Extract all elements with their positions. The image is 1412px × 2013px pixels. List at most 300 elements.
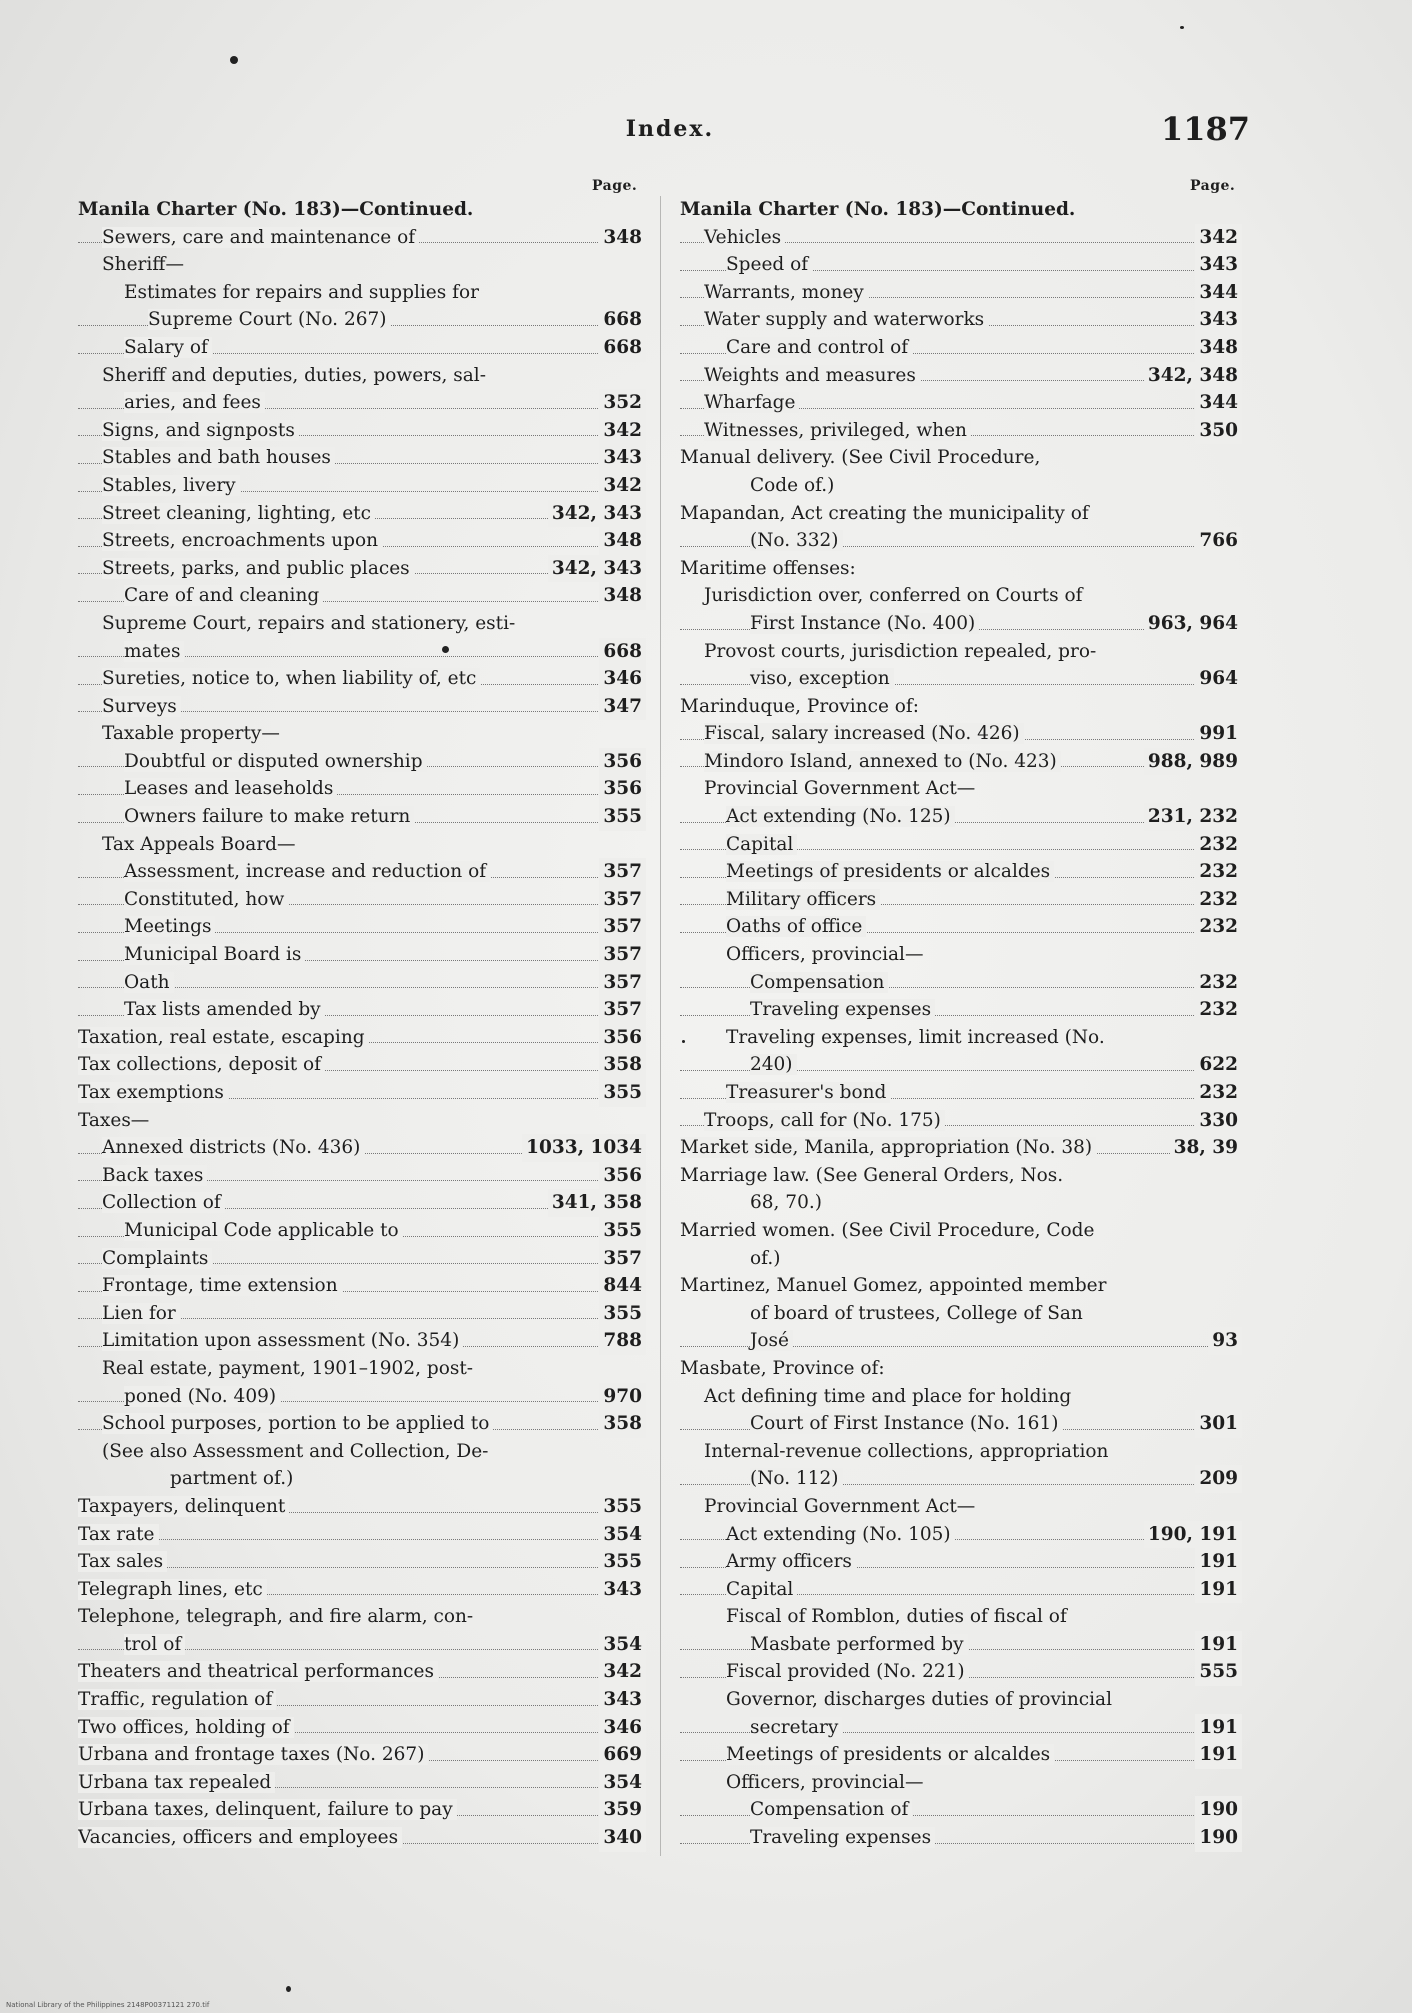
index-entry [680,831,1242,859]
index-entry-text: Masbate, Province of: [680,1357,885,1379]
index-entry-text: Traveling expenses [750,999,935,1020]
index-entry [680,1272,1242,1300]
index-entry-text: Oaths of office [726,916,866,937]
index-entry [78,1410,646,1438]
index-entry-page: 232 [1195,831,1242,859]
index-entry [78,858,646,886]
index-entry-text: Limitation upon assessment (No. 354) [102,1330,463,1351]
index-entry-page: 358 [599,1051,646,1079]
index-entry-text: Manual delivery. (See Civil Procedure, [680,447,1041,469]
index-entry-text: Fiscal of Romblon, duties of fiscal of [726,1606,1067,1628]
index-entry [680,1383,1242,1411]
index-entry-text: aries, and fees [124,392,265,413]
index-entry [78,500,646,528]
index-entry-text: Fiscal, salary increased (No. 426) [704,723,1024,744]
index-entry-page: 232 [1195,1079,1242,1107]
index-entry-text: Court of First Instance (No. 161) [750,1413,1062,1434]
index-entry-page: 357 [599,913,646,941]
index-entry-page: 343 [1195,306,1242,334]
index-entry-text: Care of and cleaning [124,585,323,606]
index-entry [680,1769,1242,1797]
index-entry [680,1493,1242,1521]
index-entry-text: Taxation, real estate, escaping [78,1027,369,1048]
index-entry [680,1576,1242,1604]
index-entry [78,472,646,500]
index-entry-page: 668 [599,306,646,334]
index-entry-text: (No. 112) [750,1468,843,1489]
index-entry-page: 788 [599,1327,646,1355]
index-entry-text: Traveling expenses [750,1827,935,1848]
index-entry-page: 232 [1195,996,1242,1024]
index-entry-page: 354 [599,1631,646,1659]
index-entry-page: 232 [1195,913,1242,941]
index-entry-page: 963, 964 [1144,610,1242,638]
index-entry-page: 343 [1195,251,1242,279]
index-entry [78,1465,646,1493]
index-entry [680,1245,1242,1273]
index-entry-text: Assessment, increase and reduction of [124,861,490,882]
index-entry-text: Traveling expenses, limit increased (No. [726,1026,1105,1048]
index-entry-text: Care and control of [726,337,912,358]
index-entry-text: Army officers [726,1551,856,1572]
index-entry [78,720,646,748]
index-entry-text: Supreme Court (No. 267) [148,309,390,330]
index-entry [78,389,646,417]
index-entry [680,720,1242,748]
index-entry-text: Military officers [726,889,880,910]
index-entry-text: School purposes, portion to be applied to [102,1413,493,1434]
index-entry [78,610,646,638]
index-entry-text: Mindoro Island, annexed to (No. 423) [704,751,1061,772]
index-entry-page: 355 [599,1300,646,1328]
index-entry-text: Surveys [102,696,181,717]
index-entry-page: 357 [599,969,646,997]
index-entry-text: Sheriff and deputies, duties, powers, sal- [102,364,486,386]
index-entry [78,1355,646,1383]
index-entry-text: Municipal Board is [124,944,305,965]
index-entry [680,1410,1242,1438]
index-entry [680,389,1242,417]
index-entry [680,1217,1242,1245]
index-entry-text: Stables, livery [102,475,240,496]
index-entry [680,1465,1242,1493]
index-entry [680,1631,1242,1659]
index-entry-text: (No. 332) [750,530,843,551]
index-entry-text: viso, exception [750,668,894,689]
index-entry [680,362,1242,390]
index-entry [680,1714,1242,1742]
index-entry [680,886,1242,914]
index-entry-text: Capital [726,1579,797,1600]
index-entry-text: Provincial Government Act— [704,778,976,800]
index-entry [78,775,646,803]
index-entry-text: Marinduque, Province of: [680,695,919,717]
index-entry-page: 766 [1195,527,1242,555]
index-entry-text: Telegraph lines, etc [78,1579,267,1600]
index-entry [78,555,646,583]
index-entry-text: Meetings [124,916,215,937]
index-entry [680,1300,1242,1328]
index-entry [78,1576,646,1604]
index-entry-text: 240) [750,1054,797,1075]
index-entry [680,555,1242,583]
index-entry [680,1521,1242,1549]
index-entry [78,1107,646,1135]
index-entry-page: 355 [599,803,646,831]
index-entry-text: Signs, and signposts [102,420,299,441]
ink-speck [230,56,238,64]
index-entry [680,775,1242,803]
index-entry [680,196,1242,224]
index-entry [78,748,646,776]
index-entry [680,858,1242,886]
index-entry-text: Meetings of presidents or alcaldes [726,861,1054,882]
index-entry [78,969,646,997]
index-entry-page: 357 [599,886,646,914]
index-entry [680,251,1242,279]
index-entry [680,610,1242,638]
index-entry-page: 342 [599,1658,646,1686]
index-entry-page: 191 [1195,1576,1242,1604]
index-entry [680,279,1242,307]
index-entry-text: Owners failure to make return [124,806,414,827]
index-entry [680,1741,1242,1769]
index-entry-text: Provincial Government Act— [704,1495,976,1517]
index-entry-text: Back taxes [102,1165,207,1186]
page-column-label-right: Page. [1190,178,1236,194]
index-entry [78,886,646,914]
index-entry-page: 356 [599,775,646,803]
index-entry-page: 988, 989 [1144,748,1242,776]
index-entry-text: Water supply and waterworks [704,309,988,330]
index-entry-page: 342, 343 [548,500,646,528]
index-entry [680,638,1242,666]
index-entry-text: Provost courts, jurisdiction repealed, pro- [704,640,1097,662]
index-entry [680,803,1242,831]
index-entry-page: 1033, 1034 [522,1134,646,1162]
index-entry [680,1051,1242,1079]
index-entry-text: Collection of [102,1192,225,1213]
index-entry-text: Compensation of [750,1799,912,1820]
index-entry-text: Traffic, regulation of [78,1689,276,1710]
index-entry-page: 93 [1208,1327,1242,1355]
index-entry [78,1217,646,1245]
index-entry-text: Martinez, Manuel Gomez, appointed member [680,1275,1107,1297]
index-entry [78,1741,646,1769]
index-entry-text: Telephone, telegraph, and fire alarm, con- [78,1606,474,1628]
index-entry-page: 356 [599,1024,646,1052]
index-entry-text: Doubtful or disputed ownership [124,751,427,772]
index-entry-page: 191 [1195,1714,1242,1742]
index-entry-page: 350 [1195,417,1242,445]
index-entry [680,472,1242,500]
index-entry [78,913,646,941]
index-entry-text: Taxpayers, delinquent [78,1496,289,1517]
index-entry-text: Witnesses, privileged, when [704,420,971,441]
index-column-left [78,196,646,1852]
ink-speck [1180,26,1184,29]
index-entry [680,1189,1242,1217]
index-entry-text: Urbana tax repealed [78,1772,275,1793]
index-entry-page: 356 [599,1162,646,1190]
index-entry-text: Supreme Court, repairs and stationery, esti- [102,612,516,634]
index-entry-text: Tax exemptions [78,1082,228,1103]
index-entry [680,1327,1242,1355]
index-entry-page: 232 [1195,858,1242,886]
index-entry-page: 232 [1195,969,1242,997]
index-entry [78,279,646,307]
index-entry-text: Warrants, money [704,282,868,303]
index-entry-text: Street cleaning, lighting, etc [102,503,375,524]
index-entry-page: 348 [599,527,646,555]
index-entry [78,334,646,362]
index-entry-page: 354 [599,1769,646,1797]
index-entry-page: 190 [1195,1824,1242,1852]
index-entry-text: partment of.) [170,1468,294,1490]
index-entry-page: 342, 343 [548,555,646,583]
index-entry-page: 348 [1195,334,1242,362]
index-entry-text: Complaints [102,1248,212,1269]
index-entry [78,1521,646,1549]
index-entry-text: (See also Assessment and Collection, De- [102,1440,489,1462]
index-entry [78,1548,646,1576]
index-entry-page: 668 [599,638,646,666]
index-entry-page: 346 [599,665,646,693]
index-entry-text: 68, 70.) [750,1192,822,1214]
index-entry-text: Compensation [750,972,888,993]
index-entry-text: Tax rate [78,1524,159,1545]
index-entry-text: Stables and bath houses [102,447,335,468]
index-entry-page: 190 [1195,1796,1242,1824]
index-entry-text: Two offices, holding of [78,1717,294,1738]
index-entry-page: 991 [1195,720,1242,748]
index-entry-page: 555 [1195,1658,1242,1686]
index-entry-page: 668 [599,334,646,362]
index-entry-text: Code of.) [750,474,835,496]
index-entry [78,444,646,472]
index-entry [78,527,646,555]
index-entry-page: 358 [599,1410,646,1438]
index-entry-text: Manila Charter (No. 183)—Continued. [78,199,474,220]
index-entry-page: 342 [599,417,646,445]
index-entry-page: 357 [599,996,646,1024]
index-entry [680,1603,1242,1631]
index-entry [78,1631,646,1659]
index-entry-text: Oath [124,972,174,993]
index-entry [78,1493,646,1521]
index-entry [78,1245,646,1273]
index-entry [680,334,1242,362]
index-entry [78,1796,646,1824]
index-entry-page: 342 [599,472,646,500]
index-entry-text: Internal-revenue collections, appropriation [704,1440,1109,1462]
index-entry [78,417,646,445]
index-entry-text: Lien for [102,1303,180,1324]
index-entry-text: Manila Charter (No. 183)—Continued. [680,199,1076,220]
index-entry-text: Streets, parks, and public places [102,558,414,579]
index-entry [680,693,1242,721]
index-entry-page: 359 [599,1796,646,1824]
index-entry-page: 355 [599,1079,646,1107]
index-entry [78,1603,646,1631]
index-entry-text: Act extending (No. 105) [726,1524,955,1545]
index-entry [78,1714,646,1742]
index-entry-text: Tax sales [78,1551,167,1572]
index-entry [680,417,1242,445]
index-entry [78,196,646,224]
index-entry-text: Urbana taxes, delinquent, failure to pay [78,1799,457,1820]
index-entry-page: 357 [599,941,646,969]
index-entry [78,1024,646,1052]
index-entry [680,444,1242,472]
index-entry [78,665,646,693]
index-entry [78,996,646,1024]
index-entry [680,500,1242,528]
index-entry [78,1079,646,1107]
index-entry-text: Streets, encroachments upon [102,530,382,551]
index-entry-text: Jurisdiction over, conferred on Courts of [704,585,1083,607]
index-entry [78,224,646,252]
index-entry-page: 964 [1195,665,1242,693]
index-entry [680,1355,1242,1383]
index-entry-page: 209 [1195,1465,1242,1493]
ink-speck [286,1986,291,1992]
index-entry-text: Maritime offenses: [680,557,856,579]
index-entry-page: 232 [1195,886,1242,914]
index-entry-page: 356 [599,748,646,776]
index-entry-page: 355 [599,1493,646,1521]
index-entry-page: 357 [599,858,646,886]
index-entry-text: Sureties, notice to, when liability of, etc [102,668,480,689]
index-entry [78,251,646,279]
index-entry [680,996,1242,1024]
index-entry [78,941,646,969]
index-entry-text: Troops, call for (No. 175) [704,1110,945,1131]
index-entry-page: 231, 232 [1144,803,1242,831]
index-entry [78,1824,646,1852]
index-entry [78,1769,646,1797]
index-entry [680,1079,1242,1107]
index-entry [680,1107,1242,1135]
index-entry [680,665,1242,693]
index-entry-page: 622 [1195,1051,1242,1079]
index-entry [680,527,1242,555]
index-entry-page: 301 [1195,1410,1242,1438]
index-entry-text: secretary [750,1717,842,1738]
index-entry-text: Salary of [124,337,212,358]
index-entry-text: Vehicles [704,227,785,248]
index-entry [680,1658,1242,1686]
index-entry-text: Marriage law. (See General Orders, Nos. [680,1164,1064,1186]
index-entry-page: 191 [1195,1631,1242,1659]
index-entry-page: 341, 358 [548,1189,646,1217]
index-entry-page: 355 [599,1217,646,1245]
index-entry-text: Officers, provincial— [726,1771,924,1793]
index-entry-page: 340 [599,1824,646,1852]
index-entry [78,1300,646,1328]
index-entry [78,1383,646,1411]
index-entry [78,1162,646,1190]
index-entry-text: Estimates for repairs and supplies for [124,281,479,303]
index-entry-text: Treasurer's bond [726,1082,890,1103]
index-entry-page: 342, 348 [1144,362,1242,390]
index-entry [680,1162,1242,1190]
page-title: Index. [625,116,715,142]
index-entry-page: 38, 39 [1170,1134,1242,1162]
index-entry-text: Frontage, time extension [102,1275,342,1296]
index-entry-text: Tax collections, deposit of [78,1054,325,1075]
index-entry-text: Market side, Manila, appropriation (No. 38) [680,1137,1096,1158]
index-entry-text: Fiscal provided (No. 221) [726,1661,969,1682]
index-entry-page: 352 [599,389,646,417]
index-entry-text: Vacancies, officers and employees [78,1827,402,1848]
index-entry-page: 348 [599,582,646,610]
index-entry-page: 355 [599,1548,646,1576]
index-entry-page: 190, 191 [1144,1521,1242,1549]
index-entry-page: 343 [599,1686,646,1714]
dot-leader [78,1539,646,1540]
index-entry [78,582,646,610]
index-entry [680,748,1242,776]
index-entry-text: Capital [726,834,797,855]
index-entry [680,1024,1242,1052]
index-entry-text: Municipal Code applicable to [124,1220,403,1241]
index-entry-page: 344 [1195,389,1242,417]
index-entry [78,1438,646,1466]
index-entry-text: Theaters and theatrical performances [78,1661,438,1682]
index-entry [78,1658,646,1686]
index-entry-text: José [750,1330,793,1351]
archive-footer: National Library of the Philippines 2148P00371121 270.tif [6,2001,210,2009]
index-entry-text: Tax lists amended by [124,999,325,1020]
index-entry-page: 354 [599,1521,646,1549]
index-entry [78,362,646,390]
index-entry-text: Governor, discharges duties of provincial [726,1689,1112,1711]
index-entry-text: Leases and leaseholds [124,778,337,799]
index-entry-text: Married women. (See Civil Procedure, Code [680,1219,1095,1241]
index-entry-text: Speed of [726,254,812,275]
index-entry-page: 970 [599,1383,646,1411]
index-entry-text: Tax Appeals Board— [102,833,296,855]
index-entry [78,803,646,831]
index-entry [78,638,646,666]
index-entry [78,693,646,721]
index-entry-text: Weights and measures [704,365,920,386]
index-entry [78,1134,646,1162]
index-entry-text: Officers, provincial— [726,944,924,966]
index-entry [78,831,646,859]
index-entry-text: of.) [750,1247,781,1269]
index-entry-page: 357 [599,1245,646,1273]
index-entry [78,1272,646,1300]
index-entry [78,1189,646,1217]
index-entry-text: poned (No. 409) [124,1386,280,1407]
index-entry-text: Sewers, care and maintenance of [102,227,419,248]
index-entry-page: 669 [599,1741,646,1769]
index-entry [680,1824,1242,1852]
index-entry [78,1051,646,1079]
index-entry-page: 342 [1195,224,1242,252]
index-entry [680,224,1242,252]
index-entry-page: 343 [599,1576,646,1604]
index-entry-text: Wharfage [704,392,799,413]
index-entry-text: First Instance (No. 400) [750,613,979,634]
index-entry-page: 346 [599,1714,646,1742]
index-entry [78,1686,646,1714]
index-entry-page: 191 [1195,1741,1242,1769]
index-entry-text: Real estate, payment, 1901–1902, post- [102,1357,474,1379]
index-entry [680,1686,1242,1714]
